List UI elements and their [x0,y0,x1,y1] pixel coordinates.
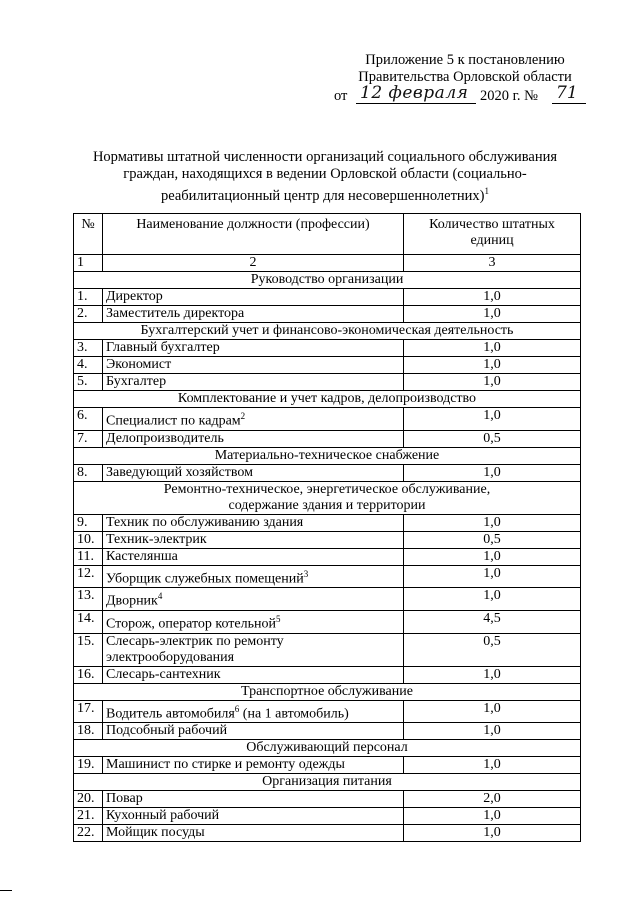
section-title: Руководство организации [74,272,581,289]
staff-units: 1,0 [404,408,581,431]
row-number: 1. [74,289,103,306]
row-number: 22. [74,825,103,842]
table-row [74,289,581,306]
row-number: 10. [74,531,103,548]
index-row [74,255,581,272]
header-number: № [74,214,103,255]
section-row [74,323,581,340]
table-row [74,340,581,357]
section-row [74,683,581,700]
staff-units: 0,5 [404,430,581,447]
staff-units: 1,0 [404,340,581,357]
staff-units: 2,0 [404,791,581,808]
position-name: Подсобный рабочий [106,723,228,739]
row-number: 21. [74,808,103,825]
table-row [74,408,581,431]
date-prefix: от [334,88,348,104]
position-name: Техник по обслуживанию здания [106,514,304,530]
position-name-cell [103,666,404,683]
staffing-table [73,213,581,842]
title-footnote: 1 [484,186,490,196]
position-name: Заместитель директора [106,306,245,321]
position-name-cell [103,700,404,723]
position-name-cell [103,548,404,565]
table-row [74,565,581,588]
section-title: Материально-техническое снабжение [74,447,581,464]
appendix-line-1: Приложение 5 к постановлению [365,52,565,68]
staff-units: 1,0 [404,306,581,323]
position-name-cell [103,306,404,323]
position-name: Техник-электрик [106,531,207,547]
table-row [74,723,581,740]
staff-units: 1,0 [404,565,581,588]
section-title: Транспортное обслуживание [74,683,581,700]
position-name-cell [103,531,404,548]
table-row [74,610,581,633]
row-number: 3. [74,340,103,357]
position-name: Бухгалтер [106,374,167,389]
document-title [70,149,580,205]
section-title: Ремонтно-техническое, энергетическое обслуживание, содержание здания и территории [74,481,581,514]
section-row [74,272,581,289]
handwritten-number: 71 [556,83,578,103]
staff-units: 1,0 [404,808,581,825]
position-name: Дворник [106,593,158,609]
staff-units: 1,0 [404,700,581,723]
section-row [74,391,581,408]
footnote-ref: 3 [303,568,309,579]
position-name-cell [103,374,404,391]
position-name: Заведующий хозяйством [106,464,253,480]
row-number: 11. [74,548,103,565]
staff-units: 1,0 [404,666,581,683]
position-name-cell [103,408,404,431]
section-row [74,447,581,464]
section-title: Бухгалтерский учет и финансово-экономическая деятельность [74,323,581,340]
position-name: Экономист [106,357,172,372]
row-number: 4. [74,357,103,374]
position-name: Мойщик посуды [106,825,205,841]
table-body [74,255,581,842]
table-header-row [74,214,581,255]
section-title: Комплектование и учет кадров, делопроизводство [74,391,581,408]
row-number: 8. [74,464,103,481]
footnote-ref: 6 [234,703,240,714]
table-row [74,808,581,825]
title-text: Нормативы штатной численности организаций социального обслуживания граждан, находящихся в ведении Орловской области (социально-реабилитационный центр для несовершеннолетних) [92,149,558,204]
date-underline [356,103,476,104]
position-name: Водитель автомобиля [106,706,235,722]
section-title: Обслуживающий персонал [74,740,581,757]
staff-units: 1,0 [404,757,581,774]
footnote-ref: 5 [276,613,281,624]
position-name: Машинист по стирке и ремонту одежды [106,757,345,773]
table-row [74,633,581,666]
table-row [74,357,581,374]
row-number: 19. [74,757,103,774]
staff-units: 1,0 [404,825,581,842]
table-row [74,531,581,548]
position-name-cell [103,633,404,666]
position-name: Кастелянша [106,548,178,564]
position-name-cell [103,357,404,374]
staff-units: 4,5 [404,610,581,633]
table-row [74,306,581,323]
table-row [74,464,581,481]
staff-units: 1,0 [404,464,581,481]
table-row [74,757,581,774]
position-name: Специалист по кадрам [106,413,241,429]
year-and-number-label: 2020 г. № [480,88,539,104]
row-number: 12. [74,565,103,588]
appendix-header [340,52,590,86]
handwritten-date: 12 февраля [360,83,469,103]
position-name-cell [103,289,404,306]
table-row [74,548,581,565]
header-quantity: Количество штатных единиц [404,214,581,255]
margin-mark [0,890,12,891]
row-number: 18. [74,723,103,740]
table-row [74,700,581,723]
staff-units: 1,0 [404,374,581,391]
position-name: Повар [106,791,143,807]
appendix-line-2: Правительства Орловской области [358,69,572,85]
number-underline [552,103,586,104]
row-number: 17. [74,700,103,723]
row-number: 14. [74,610,103,633]
position-name-cell [103,340,404,357]
row-number: 13. [74,588,103,611]
position-name: Кухонный рабочий [106,808,220,824]
index-cell-2: 2 [103,255,404,272]
row-number: 16. [74,666,103,683]
table-row [74,588,581,611]
position-name-cell [103,464,404,481]
row-number: 7. [74,430,103,447]
section-row [74,774,581,791]
position-name: Сторож, оператор котельной [106,616,276,632]
footnote-ref: 4 [157,591,163,602]
table-row [74,374,581,391]
table-row [74,514,581,531]
position-suffix: (на 1 автомобиль) [239,706,349,722]
position-name-cell [103,514,404,531]
staff-units: 1,0 [404,289,581,306]
staff-units: 0,5 [404,531,581,548]
position-name-cell [103,610,404,633]
position-name-cell [103,791,404,808]
footnote-ref: 2 [240,411,246,421]
position-name-cell [103,588,404,611]
row-number: 6. [74,408,103,431]
table-row [74,430,581,447]
staff-units: 0,5 [404,633,581,666]
header-position: Наименование должности (профессии) [103,214,404,255]
position-name: Слесарь-сантехник [106,666,221,682]
row-number: 15. [74,633,103,666]
row-number: 5. [74,374,103,391]
staff-units: 1,0 [404,588,581,611]
staff-units: 1,0 [404,548,581,565]
position-name-cell [103,565,404,588]
position-name: Главный бухгалтер [106,340,220,355]
position-name-cell [103,757,404,774]
position-name-cell [103,430,404,447]
table-row [74,791,581,808]
position-name-cell [103,825,404,842]
section-row [74,481,581,514]
staff-units: 1,0 [404,357,581,374]
row-number: 2. [74,306,103,323]
staff-units: 1,0 [404,723,581,740]
staff-units: 1,0 [404,514,581,531]
table-row [74,666,581,683]
section-row [74,740,581,757]
table-row [74,825,581,842]
index-cell-1: 1 [74,255,103,272]
position-name-cell [103,723,404,740]
position-name: Уборщик служебных помещений [106,571,304,587]
position-name: Делопроизводитель [106,430,224,446]
section-title: Организация питания [74,774,581,791]
row-number: 20. [74,791,103,808]
position-name: Слесарь-электрик по ремонту электрооборудования [106,633,284,665]
row-number: 9. [74,514,103,531]
position-name: Директор [106,289,163,304]
index-cell-3: 3 [404,255,581,272]
position-name-cell [103,808,404,825]
